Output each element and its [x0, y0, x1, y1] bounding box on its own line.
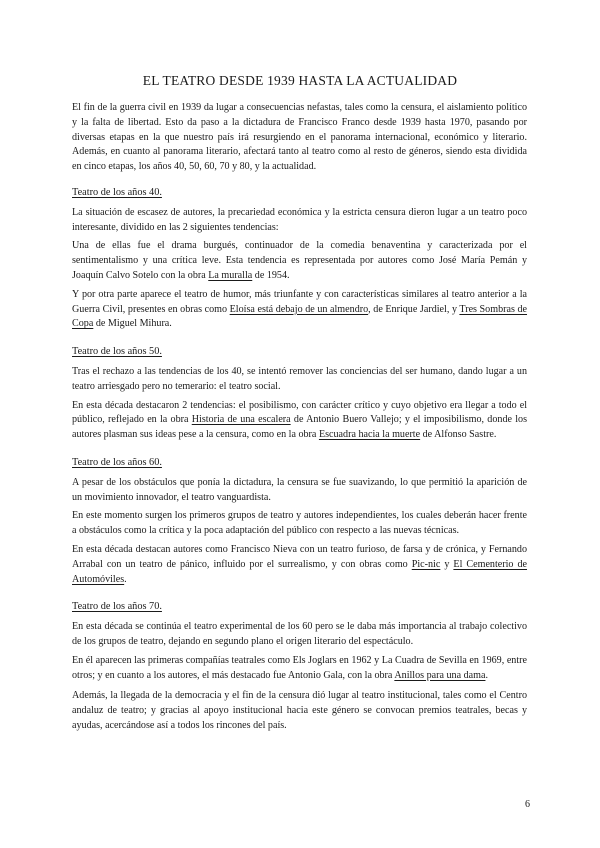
section-heading-50s: Teatro de los años 50.: [72, 346, 162, 358]
paragraph-50s-1: Tras el rechazo a las tendencias de los 40, se intentó remover las conciencias del ser humano, dando lugar a un teatro arriesgado pero no temerario: el teatro social.: [72, 365, 527, 392]
work-title-eloisa: Eloísa está debajo de un almendro: [229, 303, 369, 315]
paragraph-70s-3: Además, la llegada de la democracia y el fin de la censura dió lugar al teatro institucional, tales como el Centro andaluz de teatro; y gracias al apoyo institucional hacia este género se convocan premios teatrales, becas y ayudas, acercándose así a todos los rincones del país.: [72, 690, 527, 731]
work-title-historia-escalera: Historia de una escalera: [191, 414, 291, 426]
intro-paragraph: El fin de la guerra civil en 1939 da lugar a consecuencias nefastas, tales como la censura, el aislamiento político y la falta de libertad. Esto da paso a la dictadura de Francisco Franco desde 1939 hasta 1970, pasando por diversas etapas en la que nuestro país irá resurgiendo en el panorama internacional, económico y literario. Además, en cuanto al panorama literario, afectará tanto al teatro como al resto de géneros, siendo esta dividida en cinco etapas, los años 40, 50, 60, 70 y 80, y la actualidad.: [72, 102, 527, 173]
paragraph-60s-2: En este momento surgen los primeros grupos de teatro y autores independientes, los cuales deberán hacer frente a obstáculos como la crítica y la poca adaptación del público con respecto a las nuevas técnicas.: [72, 510, 527, 537]
page-title: EL TEATRO DESDE 1939 HASTA LA ACTUALIDAD: [142, 73, 458, 88]
paragraph-70s-2: [72, 654, 527, 684]
work-title-anillos: Anillos para una dama: [394, 669, 486, 681]
text-run: En él aparecen las primeras compañías teatrales como Els Joglars en 1962 y La Cuadra de Sevilla en 1969, entre otros; y en cuanto a los autores, el más destacado fue Antonio Gala, con la obra: [72, 654, 527, 681]
text-run: .: [124, 573, 127, 585]
section-heading-60s: Teatro de los años 60.: [72, 456, 162, 468]
text-run: , de Enrique Jardiel, y: [368, 303, 460, 315]
paragraph-40s-1: La situación de escasez de autores, la precariedad económica y la estricta censura dieron lugar a un teatro poco interesante, dividido en las 2 siguientes tendencias:: [72, 206, 527, 233]
paragraph-40s-3: [72, 288, 527, 332]
page-number: 6: [525, 799, 530, 810]
section-heading-40s: Teatro de los años 40.: [72, 186, 162, 198]
text-run: .: [485, 669, 488, 681]
text-run: de 1954.: [252, 269, 290, 281]
text-run: de Miguel Mihura.: [93, 318, 172, 330]
paragraph-60s-3: [72, 543, 527, 587]
paragraph-40s-2: [72, 239, 527, 283]
text-run: de Alfonso Sastre.: [420, 429, 497, 441]
section-heading-70s: Teatro de los años 70.: [72, 601, 162, 613]
text-run: y: [440, 558, 454, 570]
paragraph-70s-1: En esta década se continúa el teatro experimental de los 60 pero se le daba más importancia al trabajo colectivo de los grupos de teatro, dejando en segundo plano el origen literario del espectáculo.: [72, 621, 527, 647]
paragraph-60s-1: A pesar de los obstáculos que ponía la dictadura, la censura se fue suavizando, lo que permitió la aparición de un movimiento innovador, el teatro vanguardista.: [72, 476, 527, 503]
work-title-pic-nic: Pic-nic: [411, 558, 441, 570]
work-title-la-muralla: La muralla: [208, 269, 253, 281]
work-title-cementerio: El Cementerio de Automóviles: [72, 558, 528, 585]
paragraph-50s-2: [72, 399, 527, 443]
text-run: de Antonio Buero Vallejo; y el imposibilismo, donde los autores plasman sus ideas pese a la censura, como en la obra: [72, 414, 528, 441]
text-run: Una de ellas fue el drama burgués, continuador de la comedia benaventina y caracterizada por el sentimentalismo y una crítica leve. Esta tendencia es representada por autores como José María Pemán y Joaquín Calvo Sotelo con la obra: [72, 240, 527, 281]
work-title-escuadra: Escuadra hacia la muerte: [318, 429, 421, 441]
text-run: En esta década destacaron 2 tendencias: el posibilismo, con carácter crítico y cuyo objetivo era llegar a todo el público, reflejado en la obra: [72, 399, 527, 426]
work-title-tres-sombras: Tres Sombras de Copa: [72, 303, 528, 330]
text-run: En esta década destacan autores como Francisco Nieva con un teatro furioso, de farsa y de crónica, y Fernando Arrabal con un teatro de pánico, influido por el surrealismo, y con obras como: [72, 543, 527, 570]
document-body: [72, 101, 527, 740]
text-run: Y por otra parte aparece el teatro de humor, más triunfante y con características similares al teatro anterior a la Guerra Civil, presentes en obras como: [72, 288, 527, 315]
